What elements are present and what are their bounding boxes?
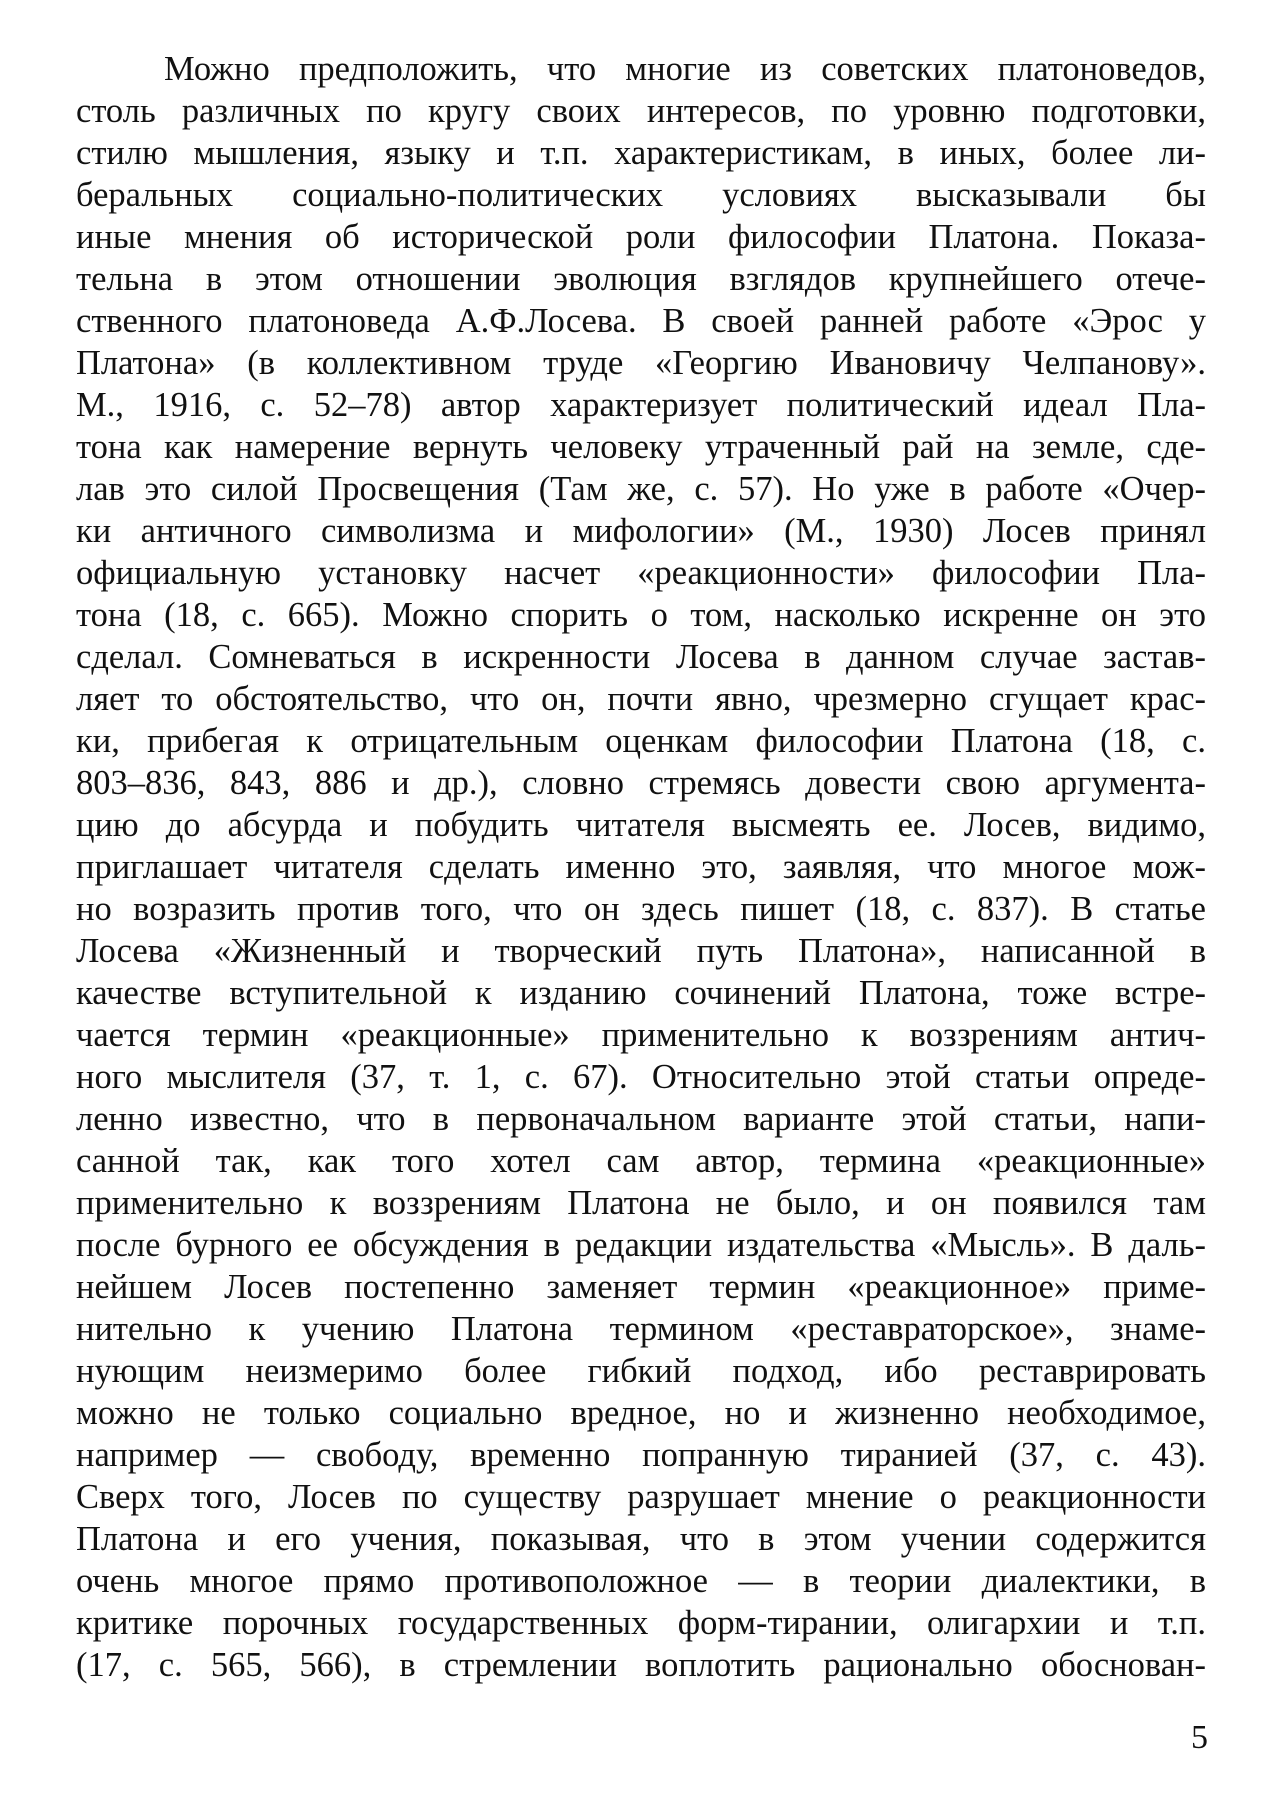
text-line: приглашает читателя сделать именно это, заявляя, что многое мож- (76, 848, 1206, 886)
text-line: Лосева «Жизненный и творческий путь Платона», написанной в (76, 932, 1206, 970)
text-line: нейшем Лосев постепенно заменяет термин «реакционное» приме- (76, 1268, 1206, 1306)
text-line: очень многое прямо противоположное — в теории диалектики, в (76, 1562, 1206, 1600)
text-line: например — свободу, временно попранную тиранией (37, с. 43). (76, 1436, 1206, 1474)
text-line: иные мнения об исторической роли философии Платона. Показа- (76, 218, 1206, 256)
text-line: нующим неизмеримо более гибкий подход, ибо реставрировать (76, 1352, 1206, 1390)
text-line: ного мыслителя (37, т. 1, с. 67). Относительно этой статьи опреде- (76, 1058, 1206, 1096)
text-line: чается термин «реакционные» применительно к воззрениям антич- (76, 1016, 1206, 1054)
text-line: ленно известно, что в первоначальном варианте этой статьи, напи- (76, 1100, 1206, 1138)
text-line: критике порочных государственных форм-тирании, олигархии и т.п. (76, 1604, 1206, 1642)
text-line: М., 1916, с. 52–78) автор характеризует политический идеал Пла- (76, 386, 1206, 424)
text-line: ственного платоноведа А.Ф.Лосева. В своей ранней работе «Эрос у (76, 302, 1206, 340)
text-line: Платона» (в коллективном труде «Георгию Ивановичу Челпанову». (76, 344, 1206, 382)
body-text (76, 48, 1206, 1686)
text-line: стилю мышления, языку и т.п. характеристикам, в иных, более ли- (76, 134, 1206, 172)
text-line: Можно предположить, что многие из советских платоноведов, (164, 50, 1206, 88)
page-number: 5 (1191, 1719, 1208, 1756)
text-line: Платона и его учения, показывая, что в этом учении содержится (76, 1520, 1206, 1558)
text-line: можно не только социально вредное, но и жизненно необходимое, (76, 1394, 1206, 1432)
text-line: Сверх того, Лосев по существу разрушает мнение о реакционности (76, 1478, 1206, 1516)
text-line: тона (18, с. 665). Можно спорить о том, насколько искренне он это (76, 596, 1206, 634)
text-line: ки античного символизма и мифологии» (М., 1930) Лосев принял (76, 512, 1206, 550)
text-line: тона как намерение вернуть человеку утраченный рай на земле, сде- (76, 428, 1206, 466)
text-line: лав это силой Просвещения (Там же, с. 57). Но уже в работе «Очер- (76, 470, 1206, 508)
text-line: ляет то обстоятельство, что он, почти явно, чрезмерно сгущает крас- (76, 680, 1206, 718)
text-line: нительно к учению Платона термином «реставраторское», знаме- (76, 1310, 1206, 1348)
text-line: применительно к воззрениям Платона не было, и он появился там (76, 1184, 1206, 1222)
text-line: цию до абсурда и побудить читателя высмеять ее. Лосев, видимо, (76, 806, 1206, 844)
text-line: тельна в этом отношении эволюция взглядов крупнейшего отече- (76, 260, 1206, 298)
text-line: 803–836, 843, 886 и др.), словно стремясь довести свою аргумента- (76, 764, 1206, 802)
text-line: ки, прибегая к отрицательным оценкам философии Платона (18, с. (76, 722, 1206, 760)
text-line: но возразить против того, что он здесь пишет (18, с. 837). В статье (76, 890, 1206, 928)
text-line: (17, с. 565, 566), в стремлении воплотить рационально обоснован- (76, 1646, 1206, 1684)
text-line: сделал. Сомневаться в искренности Лосева в данном случае застав- (76, 638, 1206, 676)
text-line: после бурного ее обсуждения в редакции издательства «Мысль». В даль- (76, 1226, 1206, 1264)
text-line: санной так, как того хотел сам автор, термина «реакционные» (76, 1142, 1206, 1180)
text-line: официальную установку насчет «реакционности» философии Пла- (76, 554, 1206, 592)
text-line: качестве вступительной к изданию сочинений Платона, тоже встре- (76, 974, 1206, 1012)
text-line: столь различных по кругу своих интересов, по уровню подготовки, (76, 92, 1206, 130)
text-line: беральных социально-политических условиях высказывали бы (76, 176, 1206, 214)
